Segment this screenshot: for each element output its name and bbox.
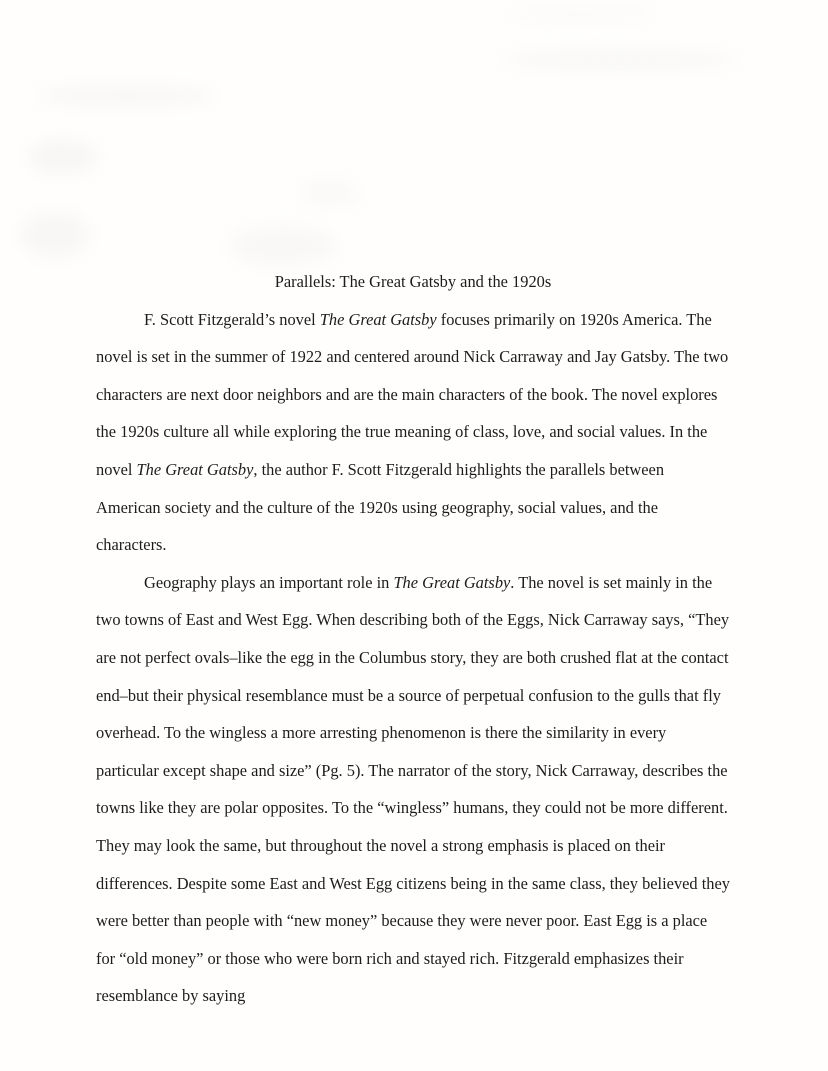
text-run: F. Scott Fitzgerald’s novel bbox=[144, 309, 320, 329]
text-run: Geography plays an important role in bbox=[144, 572, 394, 592]
scan-artifact bbox=[20, 212, 90, 258]
scan-artifact bbox=[28, 140, 98, 174]
book-title-italic: The Great Gatsby bbox=[136, 459, 254, 479]
book-title-italic: The Great Gatsby bbox=[393, 572, 511, 592]
essay-content bbox=[96, 0, 730, 1015]
paragraph-intro bbox=[96, 301, 730, 564]
text-run: focuses primarily on 1920s America. The novel is set in the summer of 1922 and centered around Nick Carraway and Jay Gatsby. The two characters are next door neighbors and are the main characters of the book. The novel explores the 1920s culture all while exploring the true meaning of class, love, and social values. In the novel bbox=[96, 309, 729, 479]
text-run: . The novel is set mainly in the two towns of East and West Egg. When describing both of the Eggs, Nick Carraway says, “They are not perfect ovals–like the egg in the Columbus story, they are both crushed flat at the contact end–but their physical resemblance must be a source of perpetual confusion to the gulls that fly overhead. To the wingless a more arresting phenomenon is there the similarity in every particular except shape and size” (Pg. 5). The narrator of the story, Nick Carraway, describes the towns like they are polar opposites. To the “wingless” humans, they could not be more different. They may look the same, but throughout the novel a strong emphasis is placed on their differences. Despite some East and West Egg citizens being in the same class, they believed they were better than people with “new money” because they were never poor. East Egg is a place for “old money” or those who were born rich and stayed rich. Fitzgerald emphasizes their resemblance by saying bbox=[96, 572, 730, 1006]
essay-title: Parallels: The Great Gatsby and the 1920s bbox=[274, 272, 552, 291]
text-run: , the author F. Scott Fitzgerald highlights the parallels between American society and the culture of the 1920s using geography, social values, and the characters. bbox=[96, 459, 665, 555]
book-title-italic: The Great Gatsby bbox=[319, 309, 437, 329]
paragraph-geography bbox=[96, 564, 730, 1015]
